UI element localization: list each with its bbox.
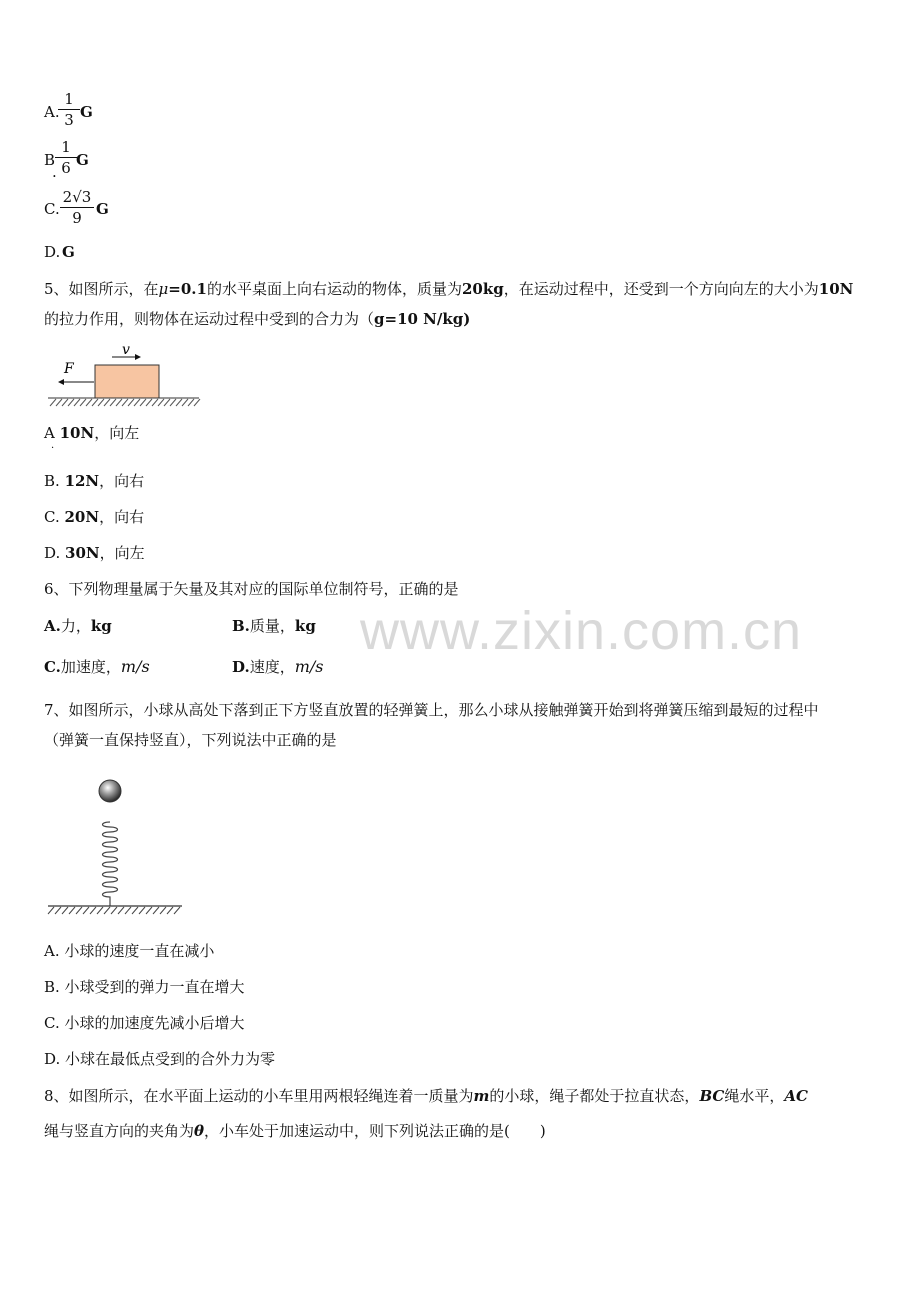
q7-option-a: A. 小球的速度一直在减小 (44, 942, 215, 960)
q5-stem: 5、如图所示，在μ=0.1的水平桌面上向右运动的物体，质量为20kg，在运动过程中，还受到一个方向向左的大小为10N 的拉力作用，则物体在运动过程中受到的合力为（g=10 N/kg) (44, 280, 854, 328)
force-label: F (64, 361, 74, 377)
q7-option-b: B. 小球受到的弹力一直在增大 (44, 978, 245, 996)
velocity-arrowhead (135, 354, 141, 360)
unit: G (80, 103, 93, 121)
q6-option-a: A.力，kg (44, 617, 112, 635)
unit: G (96, 200, 109, 218)
q8-stem: 8、如图所示，在水平面上运动的小车里用两根轻绳连着一质量为m的小球，绳子都处于拉直状态，BC绳水平，AC 绳与竖直方向的夹角为θ，小车处于加速运动中，则下列说法正确的是( ) (44, 1087, 808, 1140)
q5-option-b: B. 12N，向右 (44, 472, 145, 490)
fraction: 2√3 9 (60, 188, 94, 227)
option-label: B (44, 151, 56, 169)
q5-option-c: C. 20N，向右 (44, 508, 145, 526)
stray-dot: · (51, 443, 55, 454)
ball (99, 780, 121, 802)
q7-option-d: D. 小球在最低点受到的合外力为零 (44, 1050, 276, 1068)
unit: G (76, 151, 89, 169)
q5-option-a: A 10N，向左 (44, 424, 140, 442)
option-label: A. (44, 103, 60, 121)
q6-option-c: C.加速度，m/s (44, 657, 150, 676)
q6-option-d: D.速度，m/s (232, 657, 324, 676)
spring-figure (44, 775, 189, 920)
option-label: C. (44, 200, 60, 218)
q7-stem: 7、如图所示，小球从高处下落到正下方竖直放置的轻弹簧上，那么小球从接触弹簧开始到将弹簧压缩到最短的过程中 （弹簧一直保持竖直），下列说法中正确的是 (44, 701, 819, 749)
block-figure (44, 340, 204, 410)
force-arrowhead (58, 379, 64, 385)
q6-option-b: B.质量，kg (232, 617, 316, 635)
watermark: www.zixin.com.cn (360, 601, 803, 661)
mu-symbol: μ (158, 280, 169, 298)
q5-option-d: D. 30N，向左 (44, 544, 145, 562)
unit: G (62, 243, 75, 261)
q6-stem: 6、下列物理量属于矢量及其对应的国际单位制符号，正确的是 (44, 580, 459, 598)
velocity-label: v (122, 342, 130, 358)
q7-option-c: C. 小球的加速度先减小后增大 (44, 1014, 245, 1032)
ground-hatching (50, 399, 200, 406)
fraction: 1 3 (58, 90, 80, 129)
option-label: D. (44, 243, 61, 261)
ground-hatching (48, 907, 180, 914)
fraction: 1 6 (55, 138, 77, 177)
block (95, 365, 159, 398)
spring (103, 822, 118, 906)
option-dot: . (52, 163, 57, 181)
